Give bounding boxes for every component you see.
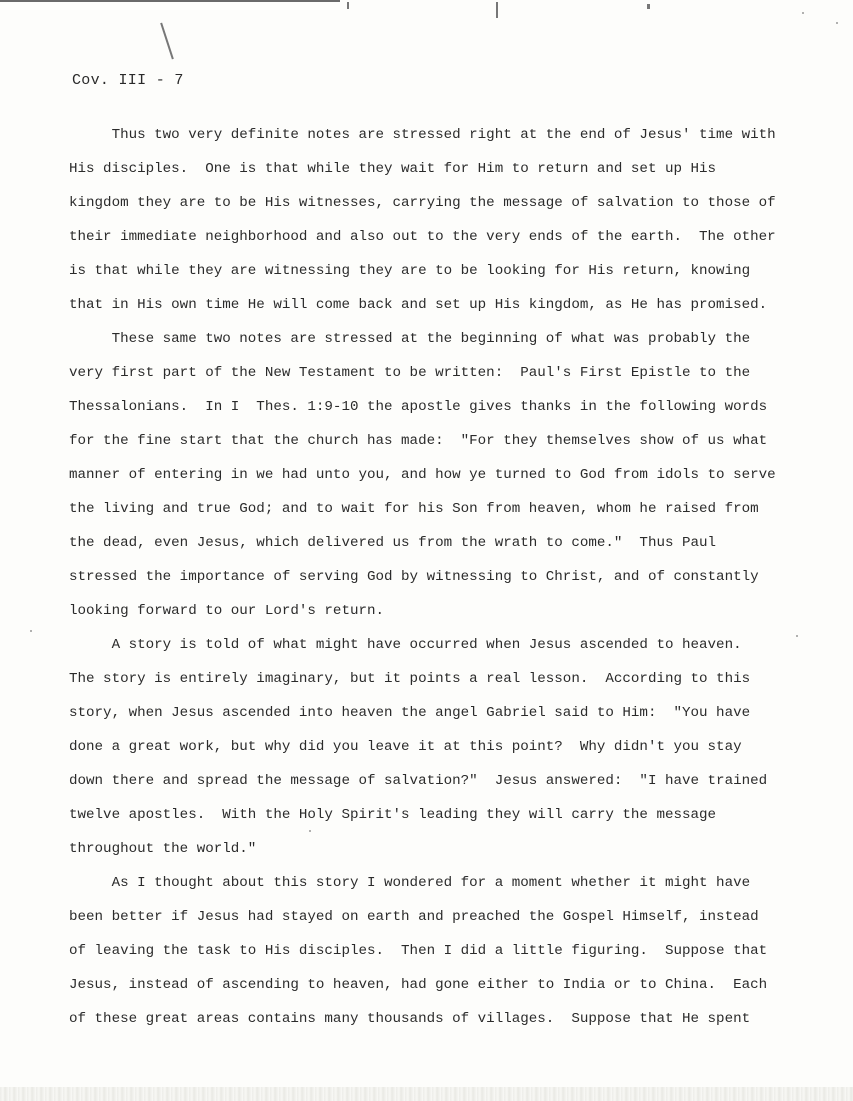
body-text: [69, 118, 789, 1036]
text-line: Jesus, instead of ascending to heaven, had gone either to India or to China. Each: [69, 977, 768, 993]
scan-speck: [796, 635, 798, 637]
scan-mark: [647, 4, 650, 9]
text-line: is that while they are witnessing they are to be looking for His return, knowing: [69, 263, 751, 279]
text-line: their immediate neighborhood and also out to the very ends of the earth. The other: [69, 229, 776, 245]
scan-speck: [836, 22, 838, 24]
text-line: of these great areas contains many thousands of villages. Suppose that He spent: [69, 1011, 751, 1027]
text-line: that in His own time He will come back and set up His kingdom, as He has promised.: [69, 297, 768, 313]
scan-mark: [347, 2, 349, 9]
paragraph: [69, 866, 789, 1036]
text-line: been better if Jesus had stayed on earth and preached the Gospel Himself, instead: [69, 909, 759, 925]
paragraph: [69, 322, 789, 628]
text-line: These same two notes are stressed at the beginning of what was probably the: [69, 331, 751, 347]
text-line: twelve apostles. With the Holy Spirit's leading they will carry the message: [69, 807, 717, 823]
text-line: throughout the world.": [69, 841, 257, 857]
text-line: As I thought about this story I wondered for a moment whether it might have: [69, 875, 751, 891]
page-header: Cov. III - 7: [72, 72, 184, 89]
scan-edge-line: [0, 0, 340, 2]
text-line: Thus two very definite notes are stressed right at the end of Jesus' time with: [69, 127, 776, 143]
text-line: down there and spread the message of salvation?" Jesus answered: "I have trained: [69, 773, 768, 789]
scan-mark: [160, 23, 174, 60]
text-line: stressed the importance of serving God by witnessing to Christ, and of constantly: [69, 569, 759, 585]
scan-speck: [30, 630, 32, 632]
scan-bottom-edge: [0, 1087, 853, 1101]
text-line: kingdom they are to be His witnesses, carrying the message of salvation to those of: [69, 195, 776, 211]
text-line: A story is told of what might have occurred when Jesus ascended to heaven.: [69, 637, 742, 653]
paragraph: [69, 118, 789, 322]
text-line: for the fine start that the church has made: "For they themselves show of us what: [69, 433, 768, 449]
text-line: manner of entering in we had unto you, and how ye turned to God from idols to serve: [69, 467, 776, 483]
text-line: Thessalonians. In I Thes. 1:9-10 the apostle gives thanks in the following words: [69, 399, 768, 415]
text-line: looking forward to our Lord's return.: [69, 603, 385, 619]
text-line: His disciples. One is that while they wait for Him to return and set up His: [69, 161, 717, 177]
text-line: the dead, even Jesus, which delivered us from the wrath to come." Thus Paul: [69, 535, 717, 551]
text-line: very first part of the New Testament to be written: Paul's First Epistle to the: [69, 365, 751, 381]
paragraph: [69, 628, 789, 866]
text-line: The story is entirely imaginary, but it points a real lesson. According to this: [69, 671, 751, 687]
text-line: of leaving the task to His disciples. Then I did a little figuring. Suppose that: [69, 943, 768, 959]
text-line: done a great work, but why did you leave it at this point? Why didn't you stay: [69, 739, 742, 755]
scan-speck: [802, 12, 804, 14]
text-line: story, when Jesus ascended into heaven the angel Gabriel said to Him: "You have: [69, 705, 751, 721]
text-line: the living and true God; and to wait for his Son from heaven, whom he raised from: [69, 501, 759, 517]
scan-mark: [496, 2, 498, 18]
